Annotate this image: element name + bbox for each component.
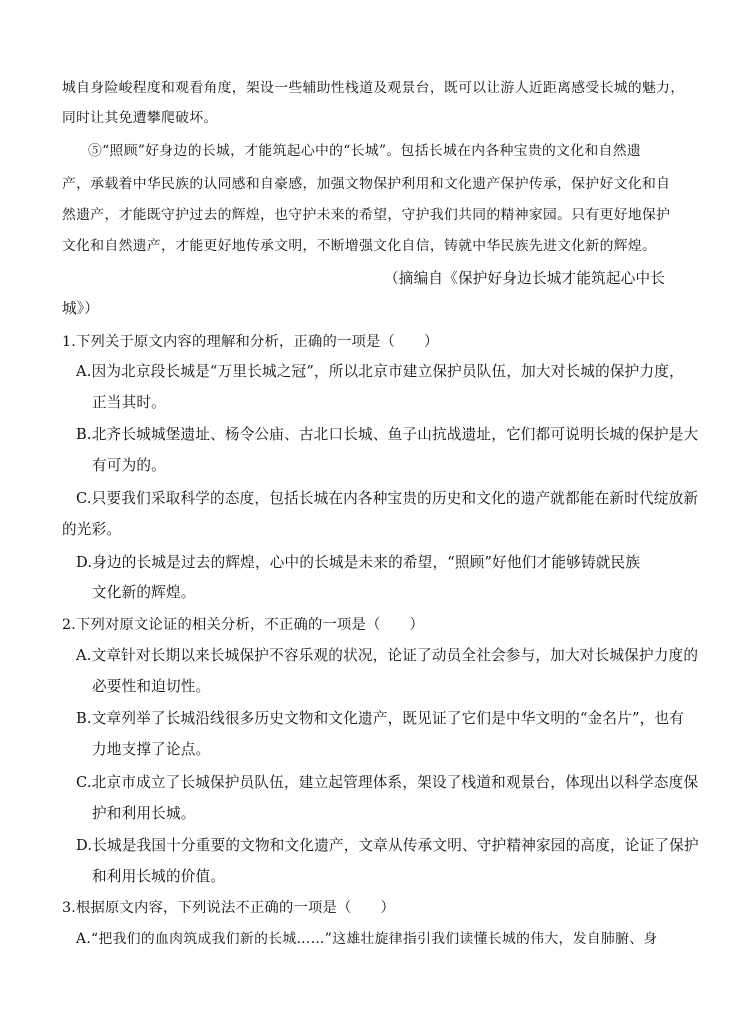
passage-line: 同时让其免遭攀爬破坏。	[62, 110, 218, 126]
option-c: C.北京市成立了长城保护员队伍，建立起管理体系，架设了栈道和观景台，体现出以科学态度保	[76, 774, 699, 791]
option-a: A.因为北京段长城是“万里长城之冠”，所以北京市建立保护员队伍，加大对长城的保护力度，	[76, 363, 684, 380]
option-a-cont: 必要性和迫切性。	[92, 678, 211, 695]
question-stem: 1.下列关于原文内容的理解和分析，正确的一项是（ ）	[62, 334, 439, 350]
option-b: B.北齐长城城堡遗址、杨令公庙、古北口长城、鱼子山抗战遗址，它们都可说明长城的保护是大	[76, 426, 699, 443]
option-b: B.文章列举了长城沿线很多历史文物和文化遗产，既见证了它们是中华文明的“金名片”，也有	[76, 710, 685, 727]
passage-line: 然遗产，才能既守护过去的辉煌，也守护未来的希望，守护我们共同的精神家园。只有更好地保护	[62, 207, 671, 223]
option-b-cont: 有可为的。	[92, 457, 166, 474]
question-stem: 2.下列对原文论证的相关分析，不正确的一项是（ ）	[62, 617, 424, 633]
option-d-cont: 文化新的辉煌。	[92, 584, 196, 601]
source-note: （摘编自《保护好身边长城才能筑起心中长	[384, 270, 666, 287]
passage-line: 城自身险峻程度和观看角度，架设一些辅助性栈道及观景台，既可以让游人近距离感受长城的魅力，	[62, 80, 685, 96]
passage-line: 产，承载着中华民族的认同感和自豪感，加强文物保护利用和文化遗产保护传承，保护好文化和自	[62, 176, 671, 192]
option-c: C.只要我们采取科学的态度，包括长城在内各种宝贵的历史和文化的遗产就都能在新时代绽放新	[76, 490, 699, 507]
option-c-cont: 的光彩。	[62, 521, 122, 538]
option-b-cont: 力地支撑了论点。	[92, 741, 211, 758]
option-a: A.“把我们的血肉筑成我们新的长城……”这雄壮旋律指引我们读懂长城的伟大，发自肺腑、身	[76, 931, 658, 947]
option-a: A.文章针对长期以来长城保护不容乐观的状况，论证了动员全社会参与，加大对长城保护力度的	[76, 647, 699, 664]
passage-line: 文化和自然遗产，才能更好地传承文明，不断增强文化自信，铸就中华民族先进文化新的辉煌。	[62, 238, 657, 254]
option-c-cont: 护和利用长城。	[92, 805, 196, 822]
passage-line: ⑤“照顾”好身边的长城，才能筑起心中的“长城”。包括长城在内各种宝贵的文化和自然遗	[88, 143, 642, 159]
option-d: D.长城是我国十分重要的文物和文化遗产，文章从传承文明、守护精神家园的高度，论证了保护	[76, 837, 699, 854]
option-d: D.身边的长城是过去的辉煌，心中的长城是未来的希望，“照顾”好他们才能够铸就民族	[76, 554, 641, 571]
source-note: 城》）	[62, 300, 100, 317]
option-d-cont: 和利用长城的价值。	[92, 868, 226, 885]
option-a-cont: 正当其时。	[92, 394, 166, 411]
question-stem: 3.根据原文内容，下列说法不正确的一项是（ ）	[62, 900, 395, 916]
